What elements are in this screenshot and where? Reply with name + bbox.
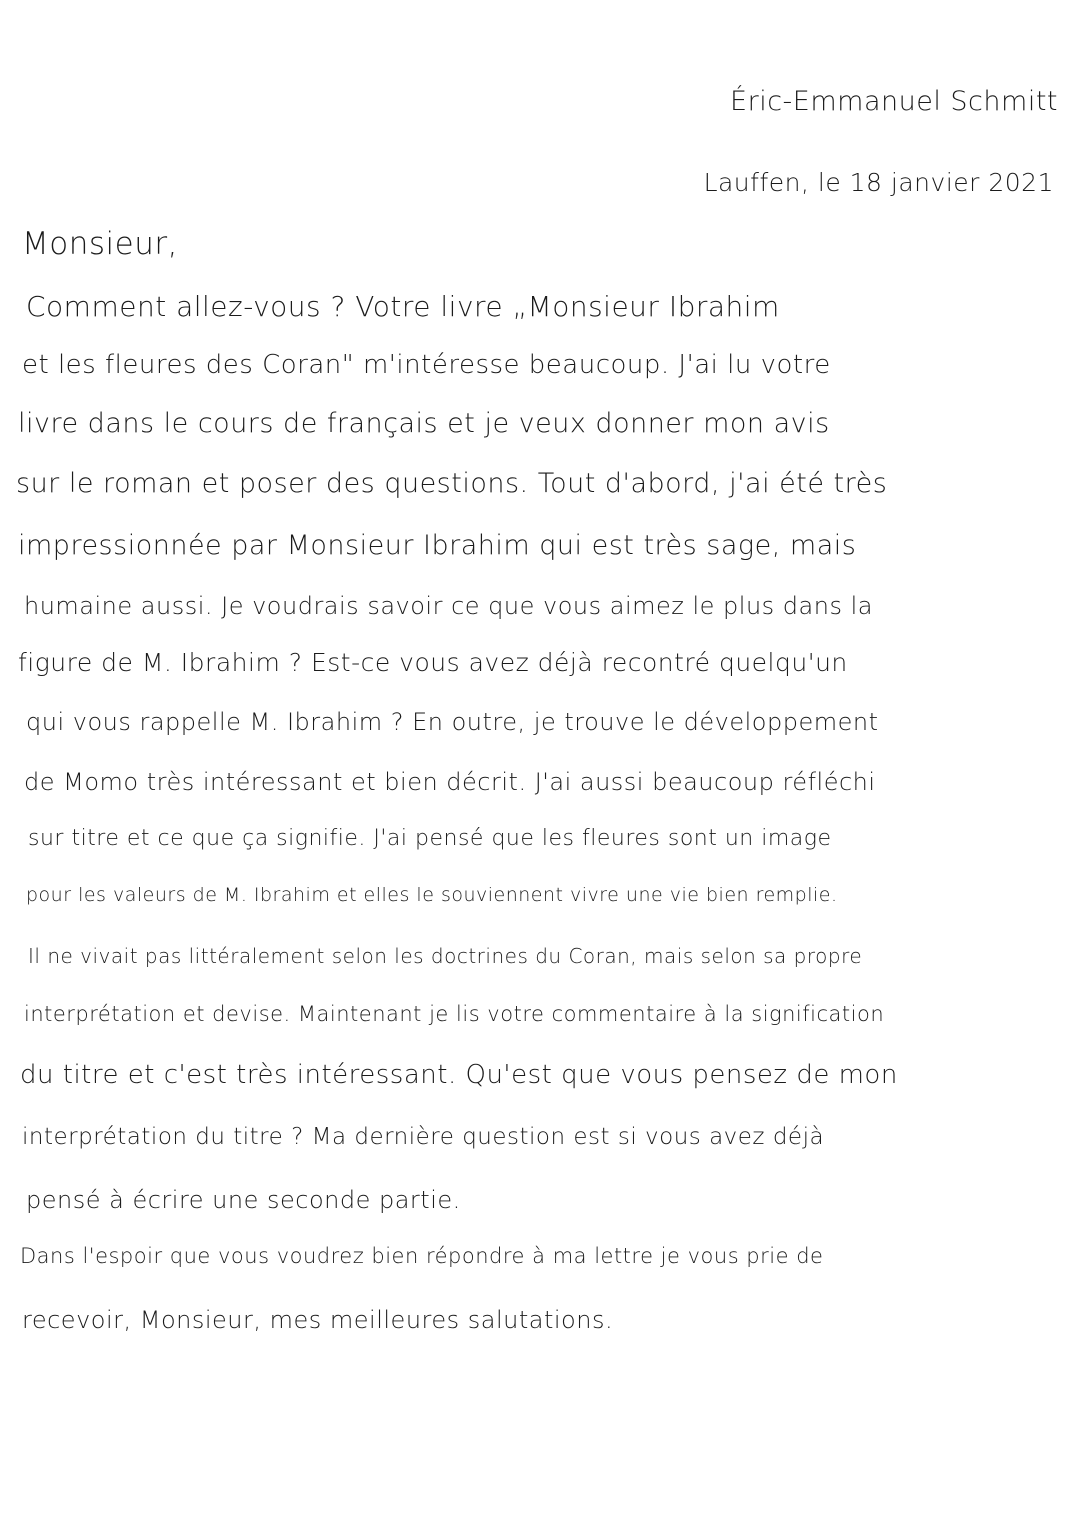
letter-line: humaine aussi. Je voudrais savoir ce que vous aimez le plus dans la <box>24 592 873 620</box>
letter-line: interprétation et devise. Maintenant je lis votre commentaire à la signification <box>24 1002 885 1026</box>
letter-line: livre dans le cours de français et je veux donner mon avis <box>18 408 830 439</box>
date-line: Lauffen, le 18 janvier 2021 <box>703 168 1054 197</box>
letter-line: pour les valeurs de M. Ibrahim et elles le souviennent vivre une vie bien remplie. <box>26 884 838 906</box>
letter-line: impressionnée par Monsieur Ibrahim qui est très sage, mais <box>18 530 857 561</box>
letter-line: Comment allez-vous ? Votre livre „Monsieur Ibrahim <box>26 290 780 323</box>
letter-line: sur titre et ce que ça signifie. J'ai pensé que les fleures sont un image <box>28 826 832 851</box>
letter-line: et les fleures des Coran" m'intéresse beaucoup. J'ai lu votre <box>22 350 831 380</box>
letter-line: sur le roman et poser des questions. Tout d'abord, j'ai été très <box>16 468 888 499</box>
letter-line: qui vous rappelle M. Ibrahim ? En outre, je trouve le développement <box>26 708 879 736</box>
salutation: Monsieur, <box>22 226 178 262</box>
letter-line: recevoir, Monsieur, mes meilleures salutations. <box>22 1306 614 1334</box>
letter-line: de Momo très intéressant et bien décrit. J'ai aussi beaucoup réfléchi <box>24 768 876 796</box>
letter-line: Dans l'espoir que vous voudrez bien répondre à ma lettre je vous prie de <box>20 1244 824 1268</box>
letter-line: pensé à écrire une seconde partie. <box>26 1186 461 1214</box>
letter-line: figure de M. Ibrahim ? Est-ce vous avez déjà recontré quelqu'un <box>18 648 848 677</box>
letter-line: du titre et c'est très intéressant. Qu'est que vous pensez de mon <box>20 1060 898 1090</box>
letter-line: Il ne vivait pas littéralement selon les doctrines du Coran, mais selon sa propre <box>28 944 863 968</box>
recipient-name: Éric-Emmanuel Schmitt <box>730 86 1058 117</box>
letter-line: interprétation du titre ? Ma dernière question est si vous avez déjà <box>22 1124 825 1150</box>
